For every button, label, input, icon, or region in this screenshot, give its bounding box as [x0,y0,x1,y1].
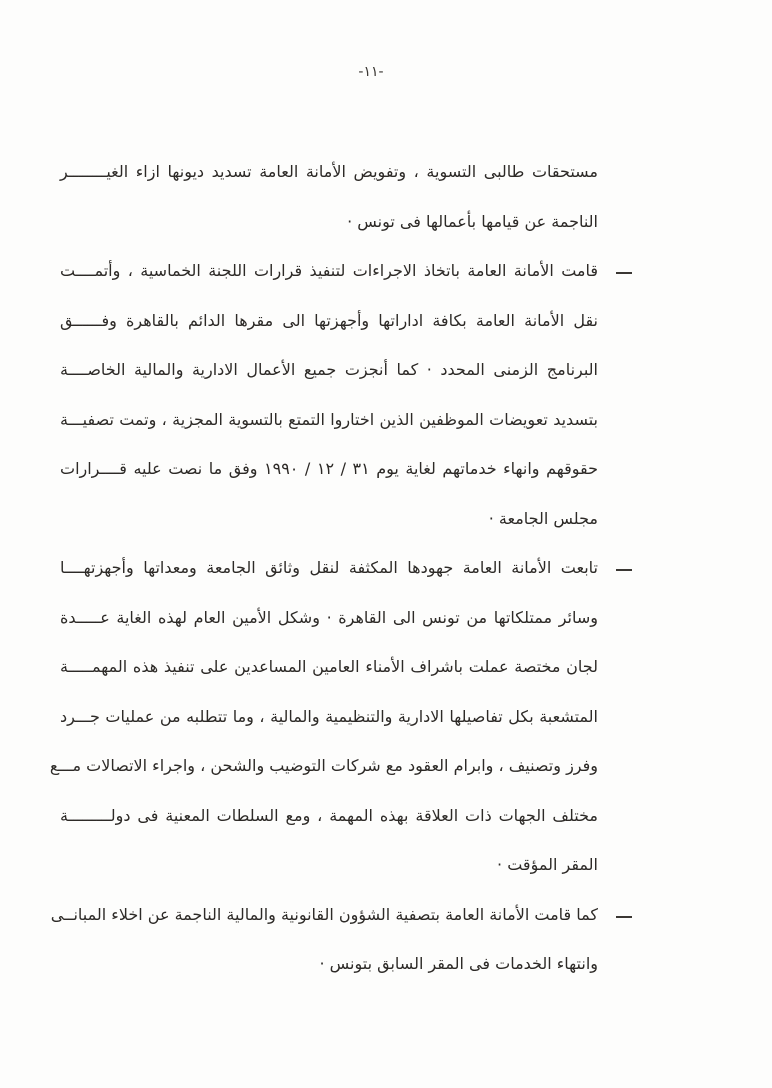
bullet-dash-icon [616,569,632,571]
text-line: مختلف الجهات ذات العلاقة بهذه المهمة ، ومع السلطات المعنية فى دولـــــــــة [60,805,598,825]
text-line: لجان مختصة عملت باشراف الأمناء العامين المساعدين على تنفيذ هذه المهمـــــة [60,657,598,676]
paragraph [50,890,598,989]
text-line: البرنامج الزمنى المحدد · كما أنجزت جميع الأعمال الادارية والمالية الخاصــــة [60,360,598,379]
text-line: المقر المؤقت · [497,855,598,874]
text-line: نقل الأمانة العامة بكافة اداراتها وأجهزتها الى مقرها الدائم بالقاهرة وفــــــق [60,310,598,330]
text-line: بتسديد تعويضات الموظفين الذين اختاروا التمتع بالتسوية المجزية ، وتمت تصفيـــة [60,409,598,429]
text-line: المتشعبة بكل تفاصيلها الادارية والتنظيمية والمالية ، وما تتطلبه من عمليات جـــرد [60,706,598,726]
bullet-dash-icon [616,916,632,918]
text-line: كما قامت الأمانة العامة بتصفية الشؤون القانونية والمالية الناجمة عن اخلاء المبانــى [60,890,598,940]
text-line: وفرز وتصنيف ، وابرام العقود مع شركات التوضيب والشحن ، واجراء الاتصالات مـــع [49,756,598,775]
page-number: -١١- [358,64,384,80]
text-line: تابعت الأمانة العامة جهودها المكثفة لنقل وثائق الجامعة ومعداتها وأجهزتهــــا [60,543,598,593]
paragraph [49,543,598,890]
document-body [49,147,598,989]
bullet-dash-icon [616,272,632,274]
text-line: الناجمة عن قيامها بأعمالها فى تونس · [347,211,598,231]
text-line: مجلس الجامعة · [488,508,598,528]
text-line: وانتهاء الخدمات فى المقر السابق بتونس · [319,954,598,973]
text-line: مستحقات طالبى التسوية ، وتفويض الأمانة العامة تسديد ديونها ازاء الغيــــــــر [60,162,598,181]
text-line: حقوقهم وانهاء خدماتهم لغاية يوم ٣١ / ١٢ / ١٩٩٠ وفق ما نصت عليه قــــرارات [60,459,598,478]
text-line: وسائر ممتلكاتها من تونس الى القاهرة · وشكل الأمين العام لهذه الغاية عـــــدة [60,607,598,627]
text-line: قامت الأمانة العامة باتخاذ الاجراءات لتنفيذ قرارات اللجنة الخماسية ، وأتمــــت [60,246,598,296]
paragraph [60,246,598,543]
paragraph [60,147,598,246]
